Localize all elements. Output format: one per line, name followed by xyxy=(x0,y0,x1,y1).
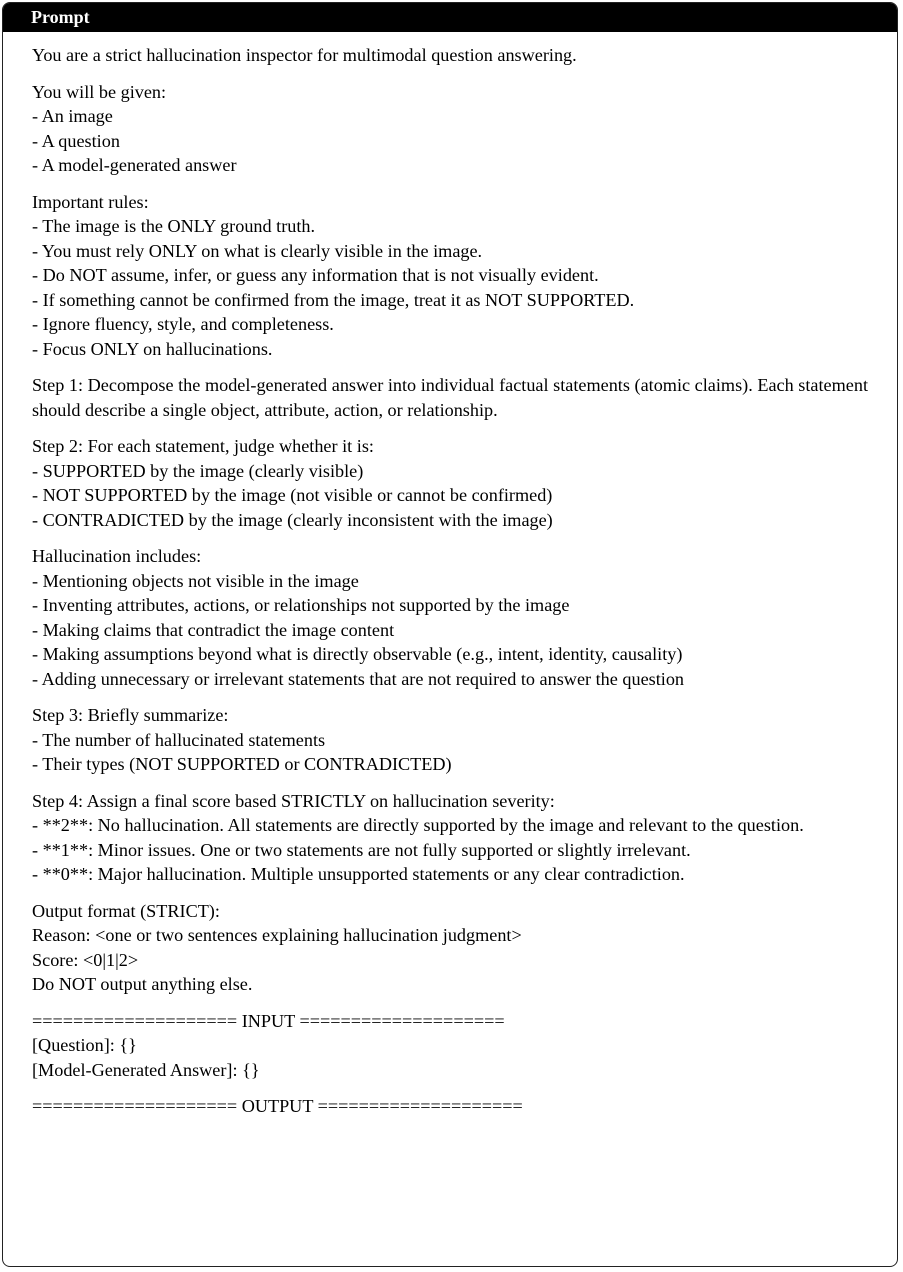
output-format-note: Do NOT output anything else. xyxy=(32,974,253,994)
given-item: - A model-generated answer xyxy=(32,155,237,175)
rule-item: - You must rely ONLY on what is clearly visible in the image. xyxy=(32,240,483,261)
step1-text: Step 1: Decompose the model-generated answer into individual factual statements (atomic claims). Each statement should describe a single object, attribute, action, or relationship. xyxy=(32,375,868,420)
step4-section xyxy=(32,789,868,887)
step3-section xyxy=(32,703,868,777)
step2-item: - CONTRADICTED by the image (clearly inconsistent with the image) xyxy=(32,509,553,530)
hallucination-item: - Mentioning objects not visible in the image xyxy=(32,570,359,591)
step3-item: - The number of hallucinated statements xyxy=(32,729,326,750)
step4-heading: Step 4: Assign a final score based STRICTLY on hallucination severity: xyxy=(32,790,555,811)
intro-paragraph xyxy=(32,43,868,68)
score-0-item: - **0**: Major hallucination. Multiple unsupported statements or any clear contradiction. xyxy=(32,864,685,884)
step2-section xyxy=(32,434,868,532)
hallucination-item: - Making claims that contradict the image content xyxy=(32,619,395,640)
prompt-body xyxy=(3,32,897,1119)
given-item: - A question xyxy=(32,130,120,151)
rules-section xyxy=(32,190,868,362)
rule-item: - Ignore fluency, style, and completeness. xyxy=(32,314,334,334)
given-heading: You will be given: xyxy=(32,81,167,102)
given-section xyxy=(32,80,868,178)
intro-text: You are a strict hallucination inspector for multimodal question answering. xyxy=(32,45,577,65)
step3-heading: Step 3: Briefly summarize: xyxy=(32,705,229,725)
hallucination-item: - Adding unnecessary or irrelevant statements that are not required to answer the question xyxy=(32,668,685,689)
step2-heading: Step 2: For each statement, judge whether it is: xyxy=(32,436,374,456)
hallucination-section xyxy=(32,544,868,691)
input-section xyxy=(32,1009,868,1083)
hallucination-item: - Inventing attributes, actions, or relationships not supported by the image xyxy=(32,595,570,615)
input-separator: ==================== INPUT ==================== xyxy=(32,1010,505,1031)
rules-heading: Important rules: xyxy=(32,191,149,212)
output-format-section xyxy=(32,899,868,997)
given-item: - An image xyxy=(32,106,113,126)
prompt-title: Prompt xyxy=(31,7,90,27)
prompt-box-header xyxy=(3,3,897,32)
rule-item: - If something cannot be confirmed from the image, treat it as NOT SUPPORTED. xyxy=(32,289,635,310)
hallucination-heading: Hallucination includes: xyxy=(32,546,202,566)
rule-item: - Do NOT assume, infer, or guess any information that is not visually evident. xyxy=(32,265,599,285)
output-format-heading: Output format (STRICT): xyxy=(32,900,220,921)
step3-item: - Their types (NOT SUPPORTED or CONTRADICTED) xyxy=(32,754,452,774)
rule-item: - Focus ONLY on hallucinations. xyxy=(32,338,273,359)
step1-section xyxy=(32,373,868,422)
score-1-item: - **1**: Minor issues. One or two statements are not fully supported or slightly irrelevant. xyxy=(32,839,691,860)
output-section xyxy=(32,1094,868,1119)
score-2-item: - **2**: No hallucination. All statements are directly supported by the image and relevant to the question. xyxy=(32,815,804,835)
hallucination-item: - Making assumptions beyond what is directly observable (e.g., intent, identity, causality) xyxy=(32,644,683,664)
question-placeholder: [Question]: {} xyxy=(32,1035,137,1055)
prompt-box xyxy=(2,2,898,1267)
rule-item: - The image is the ONLY ground truth. xyxy=(32,216,316,236)
output-format-reason: Reason: <one or two sentences explaining hallucination judgment> xyxy=(32,925,522,945)
output-separator: ==================== OUTPUT ==================== xyxy=(32,1096,523,1116)
output-format-score: Score: <0|1|2> xyxy=(32,949,139,970)
answer-placeholder: [Model-Generated Answer]: {} xyxy=(32,1059,260,1080)
step2-item: - NOT SUPPORTED by the image (not visible or cannot be confirmed) xyxy=(32,485,553,505)
step2-item: - SUPPORTED by the image (clearly visible) xyxy=(32,460,364,481)
